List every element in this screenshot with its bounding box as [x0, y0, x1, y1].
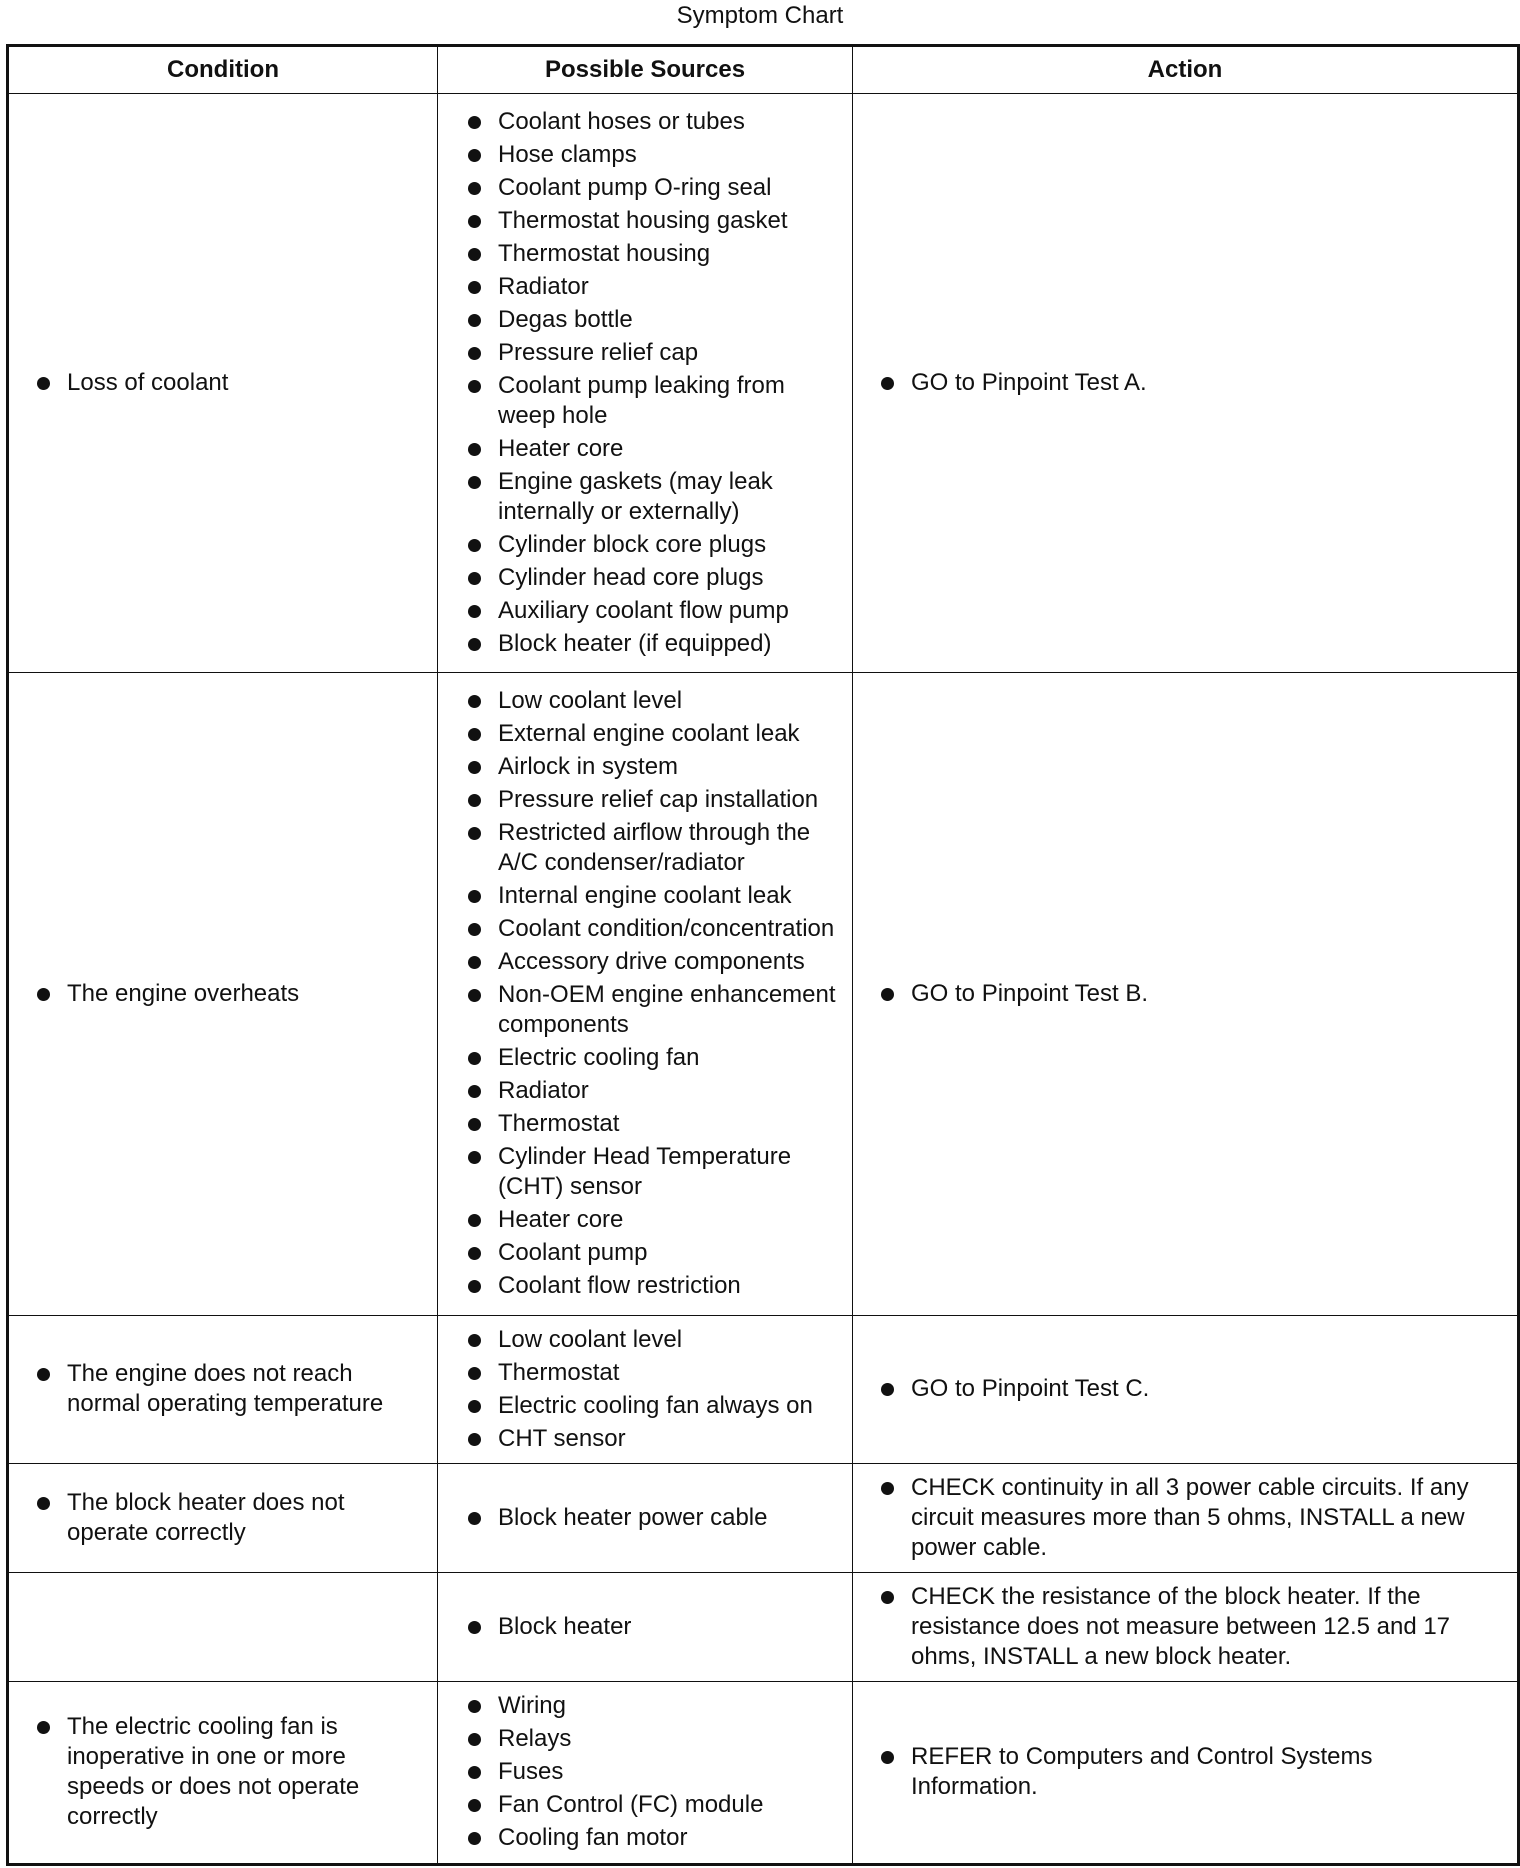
list-item: Coolant pump O-ring seal — [464, 173, 838, 203]
list-item: Thermostat housing — [464, 239, 838, 269]
sources-cell — [438, 1464, 853, 1573]
action-text: GO to Pinpoint Test B. — [877, 979, 1497, 1009]
bullet-list — [877, 1742, 1497, 1802]
bullet-list — [877, 1582, 1497, 1672]
condition-cell — [8, 1681, 438, 1864]
list-item: Cylinder head core plugs — [464, 563, 838, 593]
list-item: Internal engine coolant leak — [464, 881, 838, 911]
bullet-list — [33, 979, 423, 1009]
list-item: Pressure relief cap — [464, 338, 838, 368]
table-row — [8, 672, 1519, 1315]
list-item: CHT sensor — [464, 1424, 838, 1454]
list-item: Pressure relief cap installation — [464, 785, 838, 815]
sources-cell — [438, 672, 853, 1315]
bullet-list — [877, 1473, 1497, 1563]
sources-cell — [438, 1315, 853, 1464]
condition-cell — [8, 1315, 438, 1464]
symptom-table — [6, 44, 1520, 1866]
bullet-list — [464, 686, 838, 1301]
table-row — [8, 94, 1519, 673]
condition-text: The engine does not reach normal operating temperature — [33, 1359, 423, 1419]
action-cell — [853, 1464, 1519, 1573]
list-item: Non-OEM engine enhancement components — [464, 980, 838, 1040]
list-item: Coolant pump — [464, 1238, 838, 1268]
list-item: Thermostat — [464, 1109, 838, 1139]
bullet-list — [464, 1612, 838, 1642]
condition-text: The electric cooling fan is inoperative in one or more speeds or does not operate correctly — [33, 1712, 423, 1832]
list-item: Low coolant level — [464, 1325, 838, 1355]
action-text: REFER to Computers and Control Systems Information. — [877, 1742, 1497, 1802]
header-action: Action — [853, 46, 1519, 94]
action-cell — [853, 94, 1519, 673]
table-row — [8, 1573, 1519, 1682]
list-item: Thermostat — [464, 1358, 838, 1388]
list-item: Fan Control (FC) module — [464, 1790, 838, 1820]
condition-text: Loss of coolant — [33, 368, 423, 398]
list-item: Engine gaskets (may leak internally or externally) — [464, 467, 838, 527]
list-item: Wiring — [464, 1691, 838, 1721]
table-row — [8, 1681, 1519, 1864]
bullet-list — [877, 979, 1497, 1009]
action-cell — [853, 672, 1519, 1315]
list-item: External engine coolant leak — [464, 719, 838, 749]
list-item: Airlock in system — [464, 752, 838, 782]
condition-cell — [8, 672, 438, 1315]
table-body — [8, 94, 1519, 1865]
action-text: CHECK the resistance of the block heater. If the resistance does not measure between 12.5 and 17 ohms, INSTALL a new block heater. — [877, 1582, 1497, 1672]
bullet-list — [464, 1691, 838, 1853]
list-item: Cylinder block core plugs — [464, 530, 838, 560]
list-item: Relays — [464, 1724, 838, 1754]
table-row — [8, 1464, 1519, 1573]
condition-cell — [8, 1573, 438, 1682]
list-item: Electric cooling fan — [464, 1043, 838, 1073]
list-item: Coolant flow restriction — [464, 1271, 838, 1301]
list-item: Restricted airflow through the A/C condenser/radiator — [464, 818, 838, 878]
list-item: Degas bottle — [464, 305, 838, 335]
list-item: Radiator — [464, 272, 838, 302]
header-condition: Condition — [8, 46, 438, 94]
list-item: Coolant condition/concentration — [464, 914, 838, 944]
list-item: Hose clamps — [464, 140, 838, 170]
list-item: Heater core — [464, 434, 838, 464]
list-item: Block heater — [464, 1612, 838, 1642]
chart-title: Symptom Chart — [676, 2, 844, 29]
list-item: Block heater power cable — [464, 1503, 838, 1533]
list-item: Accessory drive components — [464, 947, 838, 977]
list-item: Cylinder Head Temperature (CHT) sensor — [464, 1142, 838, 1202]
sources-cell — [438, 1573, 853, 1682]
bullet-list — [33, 1359, 423, 1419]
bullet-list — [33, 368, 423, 398]
list-item: Cooling fan motor — [464, 1823, 838, 1853]
action-text: GO to Pinpoint Test A. — [877, 368, 1497, 398]
bullet-list — [464, 107, 838, 659]
bullet-list — [33, 1488, 423, 1548]
condition-cell — [8, 94, 438, 673]
bullet-list — [464, 1503, 838, 1533]
list-item: Auxiliary coolant flow pump — [464, 596, 838, 626]
action-text: CHECK continuity in all 3 power cable circuits. If any circuit measures more than 5 ohms, INSTALL a new power cable. — [877, 1473, 1497, 1563]
list-item: Heater core — [464, 1205, 838, 1235]
list-item: Coolant pump leaking from weep hole — [464, 371, 838, 431]
condition-text: The block heater does not operate correctly — [33, 1488, 423, 1548]
list-item: Block heater (if equipped) — [464, 629, 838, 659]
list-item: Electric cooling fan always on — [464, 1391, 838, 1421]
list-item: Coolant hoses or tubes — [464, 107, 838, 137]
table-row — [8, 1315, 1519, 1464]
sources-cell — [438, 94, 853, 673]
header-row — [8, 46, 1519, 94]
condition-cell — [8, 1464, 438, 1573]
action-cell — [853, 1315, 1519, 1464]
bullet-list — [33, 1712, 423, 1832]
condition-text: The engine overheats — [33, 979, 423, 1009]
action-cell — [853, 1681, 1519, 1864]
bullet-list — [877, 1374, 1497, 1404]
action-text: GO to Pinpoint Test C. — [877, 1374, 1497, 1404]
list-item: Fuses — [464, 1757, 838, 1787]
bullet-list — [877, 368, 1497, 398]
list-item: Low coolant level — [464, 686, 838, 716]
action-cell — [853, 1573, 1519, 1682]
sources-cell — [438, 1681, 853, 1864]
list-item: Radiator — [464, 1076, 838, 1106]
bullet-list — [464, 1325, 838, 1454]
header-possible-sources: Possible Sources — [438, 46, 853, 94]
list-item: Thermostat housing gasket — [464, 206, 838, 236]
